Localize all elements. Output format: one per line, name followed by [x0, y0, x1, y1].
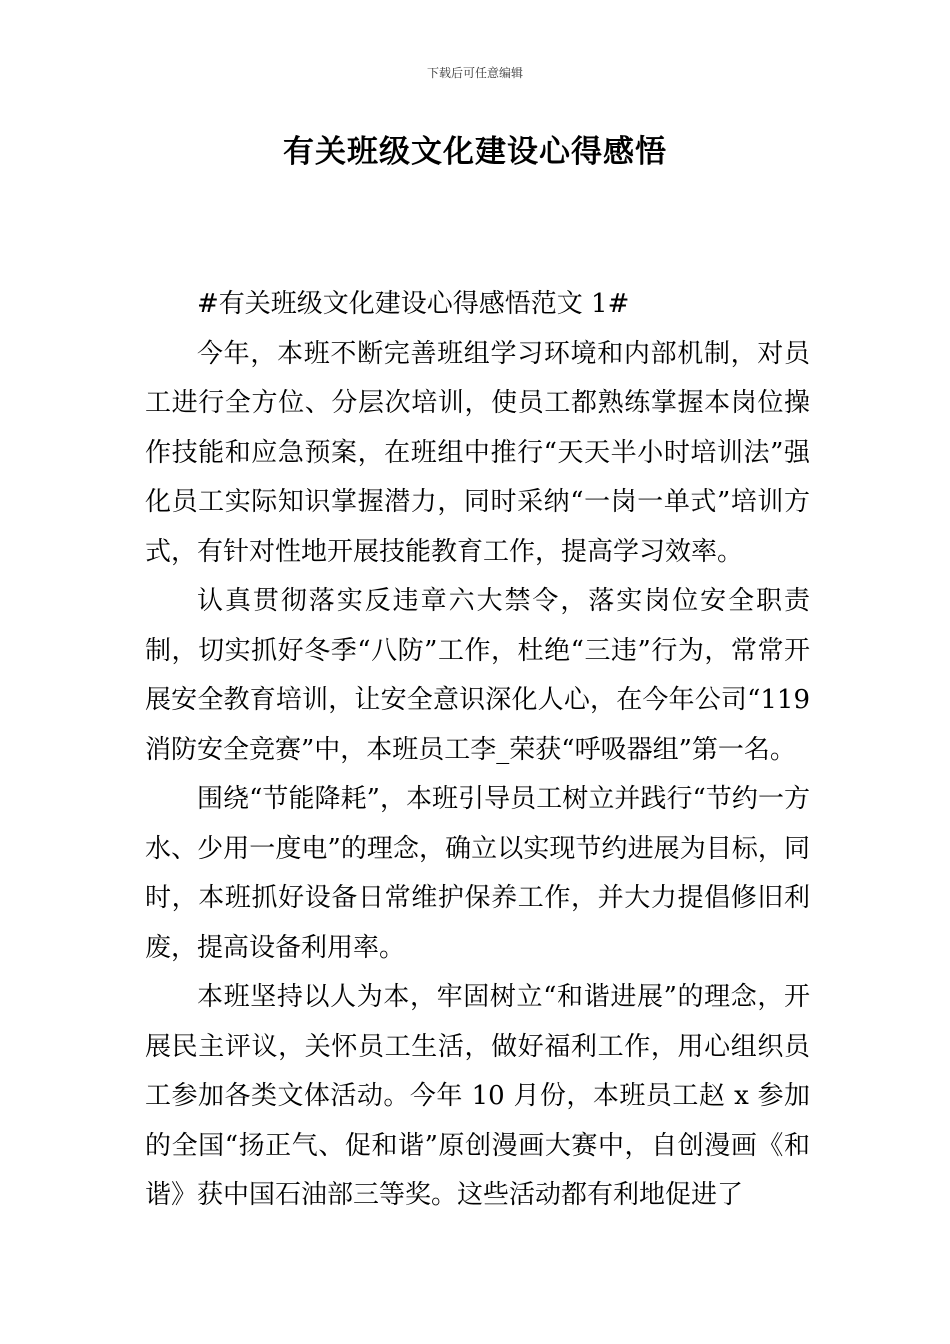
header-note: 下载后可任意编辑	[426, 66, 523, 80]
section-heading: #有关班级文化建设心得感悟范文 1#	[197, 289, 630, 319]
document-title: 有关班级文化建设心得感悟	[283, 134, 667, 170]
paragraph: 本班坚持以人为本，牢固树立“和谐进展”的理念，开展民主评议，关怀员工生活，做好福利工作，用心组织员工参加各类文体活动。今年 10 月份，本班员工赵 x 参加的全国“扬正气、促和谐”原创漫画大赛中，自创漫画《和谐》获中国石油部三等奖。这些活动都有利地促进了	[145, 982, 810, 1210]
document-body	[145, 280, 810, 1221]
paragraph: 今年，本班不断完善班组学习环境和内部机制，对员工进行全方位、分层次培训，使员工都熟练掌握本岗位操作技能和应急预案，在班组中推行“天天半小时培训法”强化员工实际知识掌握潜力，同时采纳“一岗一单式”培训方式，有针对性地开展技能教育工作，提高学习效率。	[145, 338, 810, 567]
paragraph: 围绕“节能降耗”，本班引导员工树立并践行“节约一方水、少用一度电”的理念，确立以实现节约进展为目标，同时，本班抓好设备日常维护保养工作，并大力提倡修旧利废，提高设备利用率。	[145, 784, 810, 963]
paragraph: 认真贯彻落实反违章六大禁令，落实岗位安全职责制，切实抓好冬季“八防”工作，杜绝“三违”行为，常常开展安全教育培训，让安全意识深化人心，在今年公司“119消防安全竞赛”中，本班员工李_荣获“呼吸器组”第一名。	[145, 586, 810, 765]
